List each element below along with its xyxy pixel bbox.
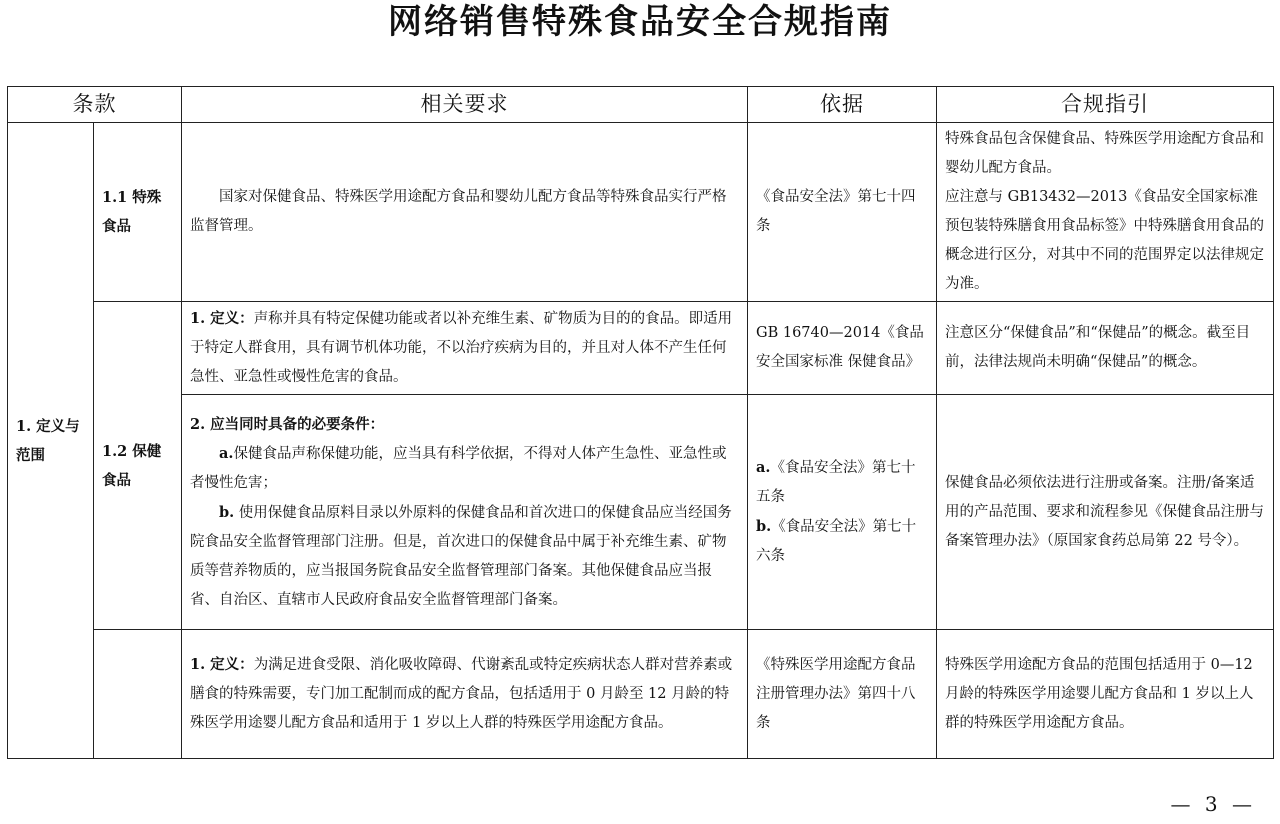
- requirement-text: 使用保健食品原料目录以外原料的保健食品和首次进口的保健食品应当经国务院食品安全监督管理部门注册。但是，首次进口的保健食品中属于补充维生素、矿物质等营养物质的，应当报国务院食品安全监督管理部门备案。其他保健食品应当报省、自治区、直辖市人民政府食品安全监督管理部门备案。: [190, 504, 732, 608]
- requirement-lead: 1. 定义：: [190, 656, 254, 673]
- requirement-lead: 1. 定义：: [190, 310, 254, 327]
- basis-text: 《食品安全法》第七十五条: [756, 460, 916, 505]
- basis-cell: [748, 395, 937, 630]
- table-row: [8, 302, 1274, 395]
- header-guidance: 合规指引: [937, 87, 1274, 123]
- basis-cell: 《食品安全法》第七十四条: [748, 123, 937, 302]
- header-clause: 条款: [8, 87, 182, 123]
- requirement-cell: [182, 630, 748, 759]
- subsection-cell: 1.1 特殊食品: [94, 123, 182, 302]
- guidance-cell: 注意区分“保健食品”和“保健品”的概念。截至目前，法律法规尚未明确“保健品”的概念。: [937, 302, 1274, 395]
- header-basis: 依据: [748, 87, 937, 123]
- requirement-text: 保健食品声称保健功能，应当具有科学依据，不得对人体产生急性、亚急性或者慢性危害；: [190, 445, 727, 491]
- item-marker: a.: [756, 459, 771, 476]
- table-header-row: [8, 87, 1274, 123]
- requirement-text: 为满足进食受限、消化吸收障碍、代谢紊乱或特定疾病状态人群对营养素或膳食的特殊需要，专门加工配制而成的配方食品，包括适用于 0 月龄至 12 月龄的特殊医学用途婴儿配方食品和适用于 1 岁以上人群的特殊医学用途配方食品。: [190, 657, 733, 731]
- guidance-text: 特殊食品包含保健食品、特殊医学用途配方食品和婴幼儿配方食品。: [945, 131, 1264, 176]
- section-cell: 1. 定义与范围: [8, 123, 94, 759]
- requirement-cell: [182, 395, 748, 630]
- guidance-cell: 保健食品必须依法进行注册或备案。注册/备案适用的产品范围、要求和流程参见《保健食品注册与备案管理办法》（原国家食药总局第 22 号令）。: [937, 395, 1274, 630]
- basis-text: 《食品安全法》第七十六条: [756, 519, 917, 564]
- requirement-text: 声称并具有特定保健功能或者以补充维生素、矿物质为目的的食品。即适用于特定人群食用，具有调节机体功能，不以治疗疾病为目的，并且对人体不产生任何急性、亚急性或慢性危害的食品。: [190, 311, 733, 385]
- header-requirement: 相关要求: [182, 87, 748, 123]
- subsection-cell: 1.2 保健食品: [94, 302, 182, 630]
- subsection-cell: [94, 630, 182, 759]
- requirement-text: 国家对保健食品、特殊医学用途配方食品和婴幼儿配方食品等特殊食品实行严格监督管理。: [190, 189, 727, 234]
- compliance-table: [7, 86, 1274, 759]
- basis-cell: 《特殊医学用途配方食品注册管理办法》第四十八条: [748, 630, 937, 759]
- basis-cell: GB 16740—2014《食品安全国家标准 保健食品》: [748, 302, 937, 395]
- guidance-cell: [937, 123, 1274, 302]
- item-marker: b.: [219, 503, 235, 521]
- page-number: — 3 —: [1170, 792, 1256, 816]
- requirement-cell: [182, 123, 748, 302]
- guidance-text: 应注意与 GB13432—2013《食品安全国家标准 预包装特殊膳食用食品标签》中特殊膳食用食品的概念进行区分，对其中不同的范围界定以法律规定为准。: [945, 189, 1264, 292]
- table-row: [8, 123, 1274, 302]
- requirement-cell: [182, 302, 748, 395]
- item-marker: a.: [219, 444, 234, 462]
- table-row: [8, 630, 1274, 759]
- page-title: 网络销售特殊食品安全合规指南: [388, 2, 892, 42]
- item-marker: b.: [756, 518, 772, 535]
- requirement-lead: 2. 应当同时具备的必要条件：: [190, 415, 385, 433]
- table-row: [8, 395, 1274, 630]
- guidance-cell: 特殊医学用途配方食品的范围包括适用于 0—12 月龄的特殊医学用途婴儿配方食品和 1 岁以上人群的特殊医学用途配方食品。: [937, 630, 1274, 759]
